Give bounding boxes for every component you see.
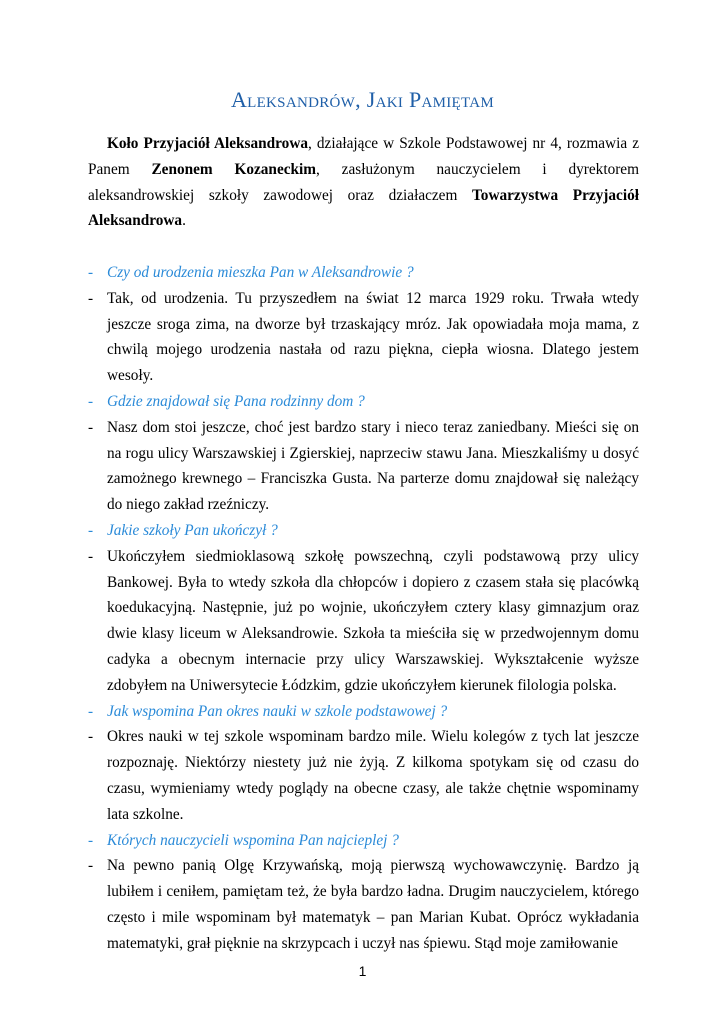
intro-paragraph — [88, 131, 639, 234]
document-title: Aleksandrów, Jaki Pamiętam — [230, 87, 495, 112]
question-dash: - — [88, 521, 94, 539]
answer-item — [88, 286, 639, 389]
answer-text: Na pewno panią Olgę Krzywańską, moją pierwszą wychowawczynię. Bardzo ją lubiłem i ceniłem, pamiętam też, że była bardzo ładna. Drugim nauczycielem, którego często i mile wspominam był matematyk – pan Marian Kubat. Oprócz wykładania matematyki, grał pięknie na skrzypcach i uczył nas śpiewu. Stąd moje zamiłowanie — [107, 857, 639, 952]
answer-dash: - — [88, 857, 94, 875]
document-body — [88, 131, 639, 957]
question-text: Czy od urodzenia mieszka Pan w Aleksandrowie ? — [107, 263, 414, 281]
question-text: Jak wspomina Pan okres nauki w szkole podstawowej ? — [107, 702, 448, 720]
question-text: Jakie szkoły Pan ukończył ? — [107, 521, 278, 539]
question-item — [88, 260, 639, 286]
question-item — [88, 699, 639, 725]
intro-bold-organization: Koło Przyjaciół Aleksandrowa — [107, 135, 309, 152]
question-dash: - — [88, 702, 94, 720]
answer-item — [88, 853, 639, 956]
answer-item — [88, 724, 639, 827]
question-text: Których nauczycieli wspomina Pan najcieplej ? — [107, 831, 399, 849]
question-dash: - — [88, 831, 94, 849]
answer-text: Okres nauki w tej szkole wspominam bardzo mile. Wielu kolegów z tych lat jeszcze rozpoznaję. Niektórzy niestety już nie żyją. Z kilkoma spotykam się od czasu do czasu, wymieniamy wtedy poglądy na obecne czasy, ale także chętnie wspominamy lata szkolne. — [107, 728, 639, 823]
intro-bold-person: Zenonem Kozaneckim — [151, 160, 317, 178]
answer-dash: - — [88, 418, 94, 436]
answer-text: Ukończyłem siedmioklasową szkołę powszechną, czyli podstawową przy ulicy Bankowej. Była to wtedy szkoła dla chłopców i dopiero z czasem stała się placówką koedukacyjną. Następnie, już po wojnie, ukończyłem cztery klasy gimnazjum oraz dwie klasy liceum w Aleksandrowie. Szkoła ta mieściła się w przedwojennym domu cadyka a obecnym internacie przy ulicy Warszawskiej. Wykształcenie wyższe zdobyłem na Uniwersytecie Łódzkim, gdzie ukończyłem kierunek filologia polska. — [107, 547, 639, 694]
answer-text: Nasz dom stoi jeszcze, choć jest bardzo stary i nieco teraz zaniedbany. Mieści się on na rogu ulicy Warszawskiej i Zgierskiej, naprzeciw stawu Jana. Mieszkaliśmy u dosyć zamożnego krewnego – Franciszka Gusta. Na parterze domu znajdował się należący do niego zakład rzeźniczy. — [107, 418, 639, 514]
intro-bold-society: Towarzystwa Przyjaciół Aleksandrowa — [88, 186, 639, 230]
answer-dash: - — [88, 547, 94, 565]
intro-text-2: , zasłużonym nauczycielem i dyrektorem aleksandrowskiej szkoły zawodowej oraz działaczem — [88, 160, 639, 204]
answer-dash: - — [88, 728, 94, 746]
answer-item — [88, 415, 639, 518]
page-number: 1 — [358, 963, 367, 979]
question-item — [88, 518, 639, 544]
intro-text-1: , działające w Szkole Podstawowej nr 4, rozmawia z Panem — [88, 135, 639, 178]
question-item — [88, 389, 639, 415]
answer-dash: - — [88, 289, 94, 307]
question-item — [88, 828, 639, 854]
interview-list — [88, 260, 639, 957]
intro-text-3: . — [182, 212, 186, 230]
question-text: Gdzie znajdował się Pana rodzinny dom ? — [107, 392, 365, 410]
question-dash: - — [88, 263, 94, 281]
question-dash: - — [88, 392, 94, 410]
answer-text: Tak, od urodzenia. Tu przyszedłem na świat 12 marca 1929 roku. Trwała wtedy jeszcze sroga zima, na dworze był trzaskający mróz. Jak opowiadała moja mama, z chwilą mojego urodzenia nastała od razu piękna, ciepła wiosna. Dlatego jestem wesoły. — [107, 289, 639, 385]
answer-item — [88, 544, 639, 699]
